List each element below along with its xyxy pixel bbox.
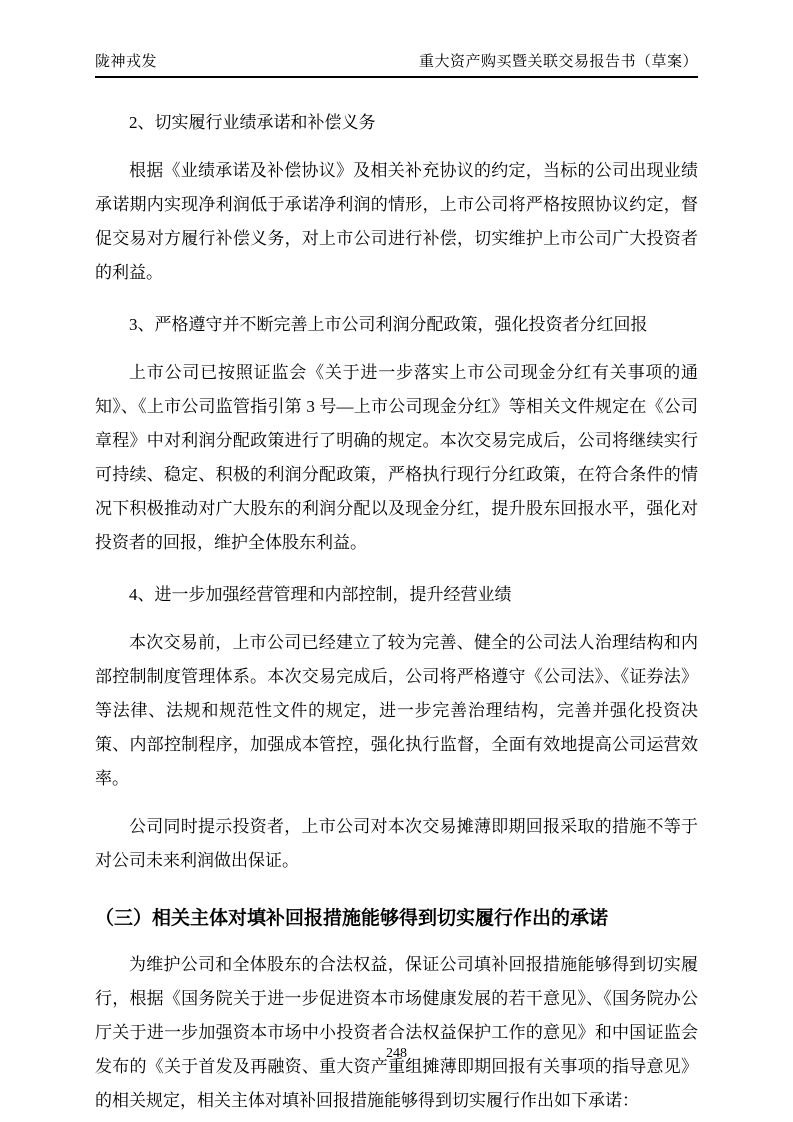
page-number: 248 (386, 1046, 407, 1061)
header-company-short-name: 陇神戎发 (95, 54, 158, 70)
paragraph-investor-notice: 公司同时提示投资者，上市公司对本次交易摊薄即期回报采取的措施不等于对公司未来利润做出保证。 (95, 817, 698, 870)
page-body (95, 88, 698, 1122)
header-report-title: 重大资产购买暨关联交易报告书（草案） (418, 54, 698, 70)
page-footer (0, 1046, 793, 1062)
page-header (95, 50, 698, 78)
section-heading-three-bold: （三）相关主体对填补回报措施能够得到切实履行作出的承诺 (95, 908, 609, 929)
paragraph-internal-control: 本次交易前，上市公司已经建立了较为完善、健全的公司法人治理结构和内部控制制度管理体系。本次交易完成后，公司将严格遵守《公司法》、《证券法》等法律、法规和规范性文件的规定，进一步完善治理结构，完善并强化投资决策、内部控制程序，加强成本管控，强化执行监督，全面有效地提高公司运营效率。 (95, 633, 698, 788)
section-heading-3: 3、严格遵守并不断完善上市公司利润分配政策，强化投资者分红回报 (129, 315, 648, 334)
paragraph-commitment-basis: 为维护公司和全体股东的合法权益，保证公司填补回报措施能够得到切实履行，根据《国务院关于进一步促进资本市场健康发展的若干意见》、《国务院办公厅关于进一步加强资本市场中小投资者合法权益保护工作的意见》和中国证监会发布的《关于首发及再融资、重大资产重组摊薄即期回报有关事项的指导意见》的相关规定，相关主体对填补回报措施能够得到切实履行作出如下承诺： (95, 955, 698, 1110)
section-heading-4: 4、进一步加强经营管理和内部控制，提升经营业绩 (129, 585, 512, 604)
paragraph-dividend-policy: 上市公司已按照证监会《关于进一步落实上市公司现金分红有关事项的通知》、《上市公司监管指引第 3 号—上市公司现金分红》等相关文件规定在《公司章程》中对利润分配政策进行了明确的规定。本次交易完成后，公司将继续实行可持续、稳定、积极的利润分配政策，严格执行现行分红政策，在符合条件的情况下积极推动对广大股东的利润分配以及现金分红，提升股东回报水平，强化对投资者的回报，维护全体股东利益。 (95, 363, 698, 552)
paragraph-performance-commitment: 根据《业绩承诺及补偿协议》及相关补充协议的约定，当标的公司出现业绩承诺期内实现净利润低于承诺净利润的情形，上市公司将严格按照协议约定，督促交易对方履行补偿义务，对上市公司进行补偿，切实维护上市公司广大投资者的利益。 (95, 161, 698, 282)
section-heading-2: 2、切实履行业绩承诺和补偿义务 (129, 113, 376, 132)
